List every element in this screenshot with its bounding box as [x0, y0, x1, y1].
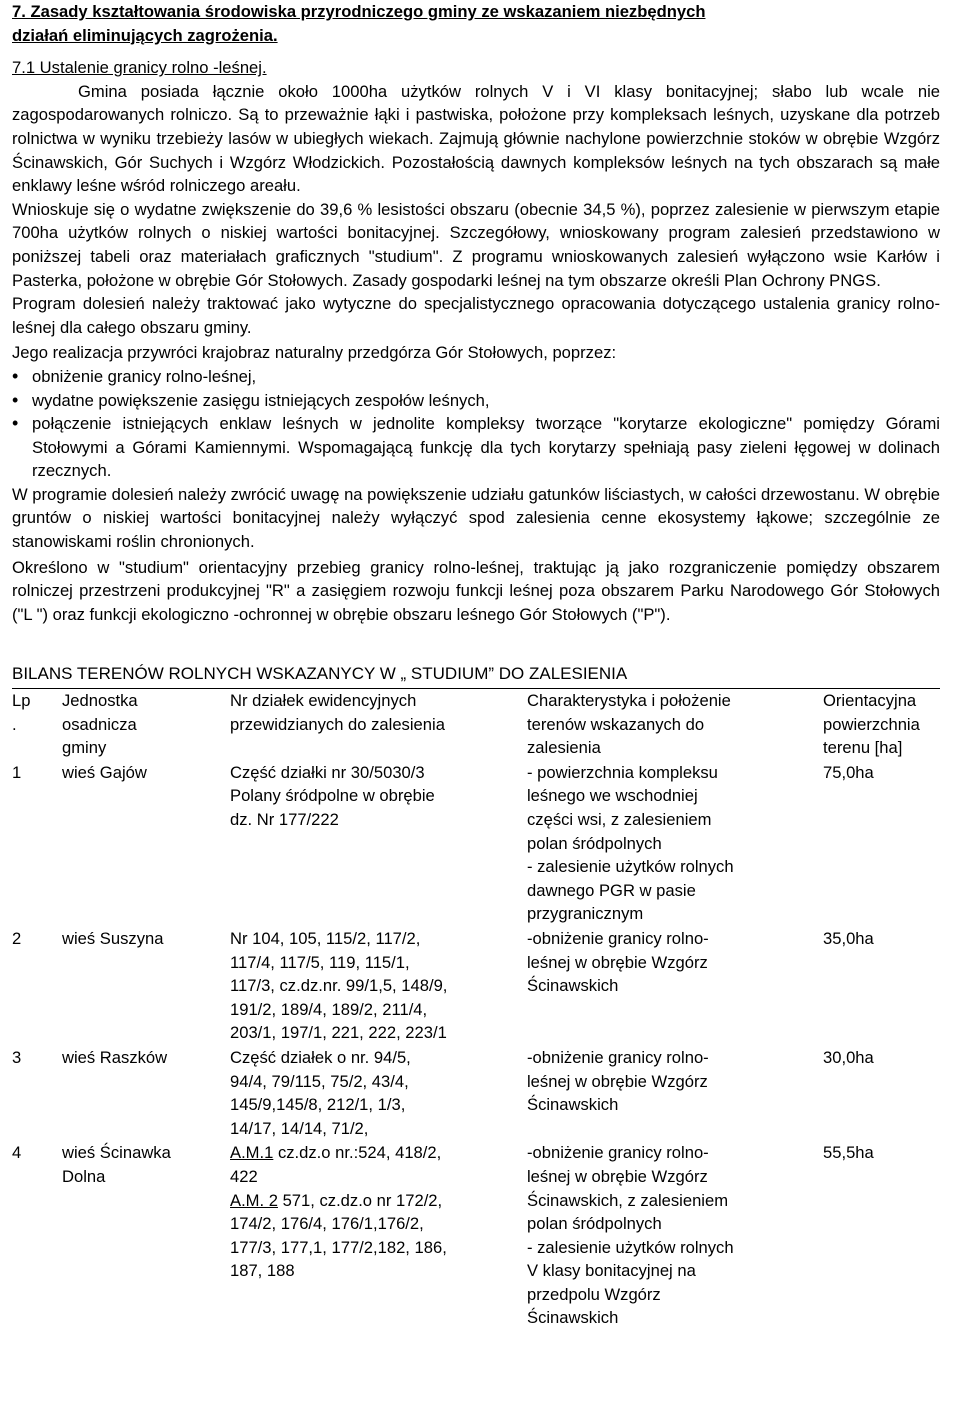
- header-nr: Nr działek ewidencyjnych przewidzianych do zalesienia: [230, 689, 527, 760]
- cell-jednostka: wieś Gajów: [62, 762, 147, 782]
- section-title: [12, 0, 940, 47]
- header-lp: Lp .: [12, 689, 62, 760]
- table-header-row: [12, 689, 940, 760]
- cell-lp: 4: [12, 1143, 22, 1163]
- document-page: [12, 0, 940, 1330]
- am2-label: A.M. 2: [230, 1190, 278, 1210]
- cell-lp: 2: [12, 928, 22, 948]
- section-subtitle: 7.1 Ustalenie granicy rolno -leśnej.: [12, 58, 267, 78]
- bullet-item: • połączenie istniejących enklaw leśnych w jednolite kompleksy tworzące "korytarze ekologiczne" pomiędzy Górami Stołowymi a Górami Kamiennymi. Wspomagającą funkcję dla tych korytarzy spełniają pasy zieleni łęgowej w dolinach rzecznych.: [12, 412, 940, 483]
- am1-label: A.M.1: [230, 1143, 274, 1163]
- cell-powierzchnia: 75,0ha: [823, 762, 874, 782]
- cell-nr: Nr 104, 105, 115/2, 117/2, 117/4, 117/5, 119, 115/1, 117/3, cz.dz.nr. 99/1,5, 148/9, 191/2, 189/4, 189/2, 211/4, 203/1, 197/1, 221, 222, 223/1: [230, 928, 448, 1043]
- paragraph-4: Jego realizacja przywróci krajobraz naturalny przedgórza Gór Stołowych, poprzez:: [12, 343, 617, 363]
- bilans-table: [12, 688, 940, 1330]
- header-jednostka: Jednostka osadnicza gminy: [62, 689, 230, 760]
- paragraph-3: Program dolesień należy traktować jako wytyczne do specjalistycznego opracowania dotyczącego ustalenia granicy rolno-leśnej dla całego obszaru gminy.: [12, 294, 940, 337]
- header-charakterystyka: Charakterystyka i położenie terenów wskazanych do zalesienia: [527, 689, 823, 760]
- bullet-item: • wydatne powiększenie zasięgu istniejących zespołów leśnych,: [12, 389, 940, 413]
- paragraph-5: W programie dolesień należy zwrócić uwagę na powiększenie udziału gatunków liściastych, w całości drzewostanu. W obrębie gruntów o niskiej wartości bonitacyjnej należy wyłączyć spod zalesienia cenne ekosystemy łąkowe; szczególnie ze stanowiskami roślin chronionych.: [12, 484, 940, 552]
- cell-lp: 3: [12, 1047, 22, 1067]
- cell-jednostka: wieś Suszyna: [62, 928, 164, 948]
- cell-charakterystyka: -obniżenie granicy rolno- leśnej w obrębie Wzgórz Ścinawskich: [527, 1047, 709, 1115]
- table-row: [12, 1045, 940, 1140]
- cell-lp: 1: [12, 762, 22, 782]
- am1-text: cz.dz.o nr.:524, 418/2, 422: [230, 1143, 442, 1186]
- paragraph-6: Określono w "studium" orientacyjny przebieg granicy rolno-leśnej, traktując ją jako rozgraniczenie pomiędzy obszarem rolniczej przestrzeni produkcyjnej "R" a zasięgiem rozwoju funkcji leśnej poza obszarem Parku Narodowego Gór Stołowych ("L ") oraz funkcji ekologiczno -ochronnej w obrębie obszaru leśnego Gór Stołowych ("P").: [12, 557, 940, 624]
- bullet-item: • obniżenie granicy rolno-leśnej,: [12, 365, 940, 389]
- section-title-line1: 7. Zasady kształtowania środowiska przyrodniczego gminy ze wskazaniem niezbędnych: [12, 2, 706, 21]
- cell-nr: Część działek o nr. 94/5, 94/4, 79/115, 75/2, 43/4, 145/9,145/8, 212/1, 1/3, 14/17, 14/14, 71/2,: [230, 1047, 411, 1138]
- header-powierzchnia: Orientacyjna powierzchnia terenu [ha]: [823, 689, 940, 760]
- cell-charakterystyka: -obniżenie granicy rolno- leśnej w obrębie Wzgórz Ścinawskich, z zalesieniem polan śródpolnych - zalesienie użytków rolnych V klasy bonitacyjnej na przedpolu Wzgórz Ścinawskich: [527, 1143, 734, 1328]
- cell-charakterystyka: - powierzchnia kompleksu leśnego we wschodniej części wsi, z zalesieniem polan śródpolnych - zalesienie użytków rolnych dawnego PGR w pasie przygranicznym: [527, 762, 734, 924]
- paragraph-2: Wnioskuje się o wydatne zwiększenie do 39,6 % lesistości obszaru (obecnie 34,5 %), poprzez zalesienie w pierwszym etapie 700ha użytków rolnych o niskiej wartości bonitacyjnej. Szczegółowy, wnioskowany program zalesień przedstawiono w poniższej tabeli oraz materiałach graficznych "studium". Z programu wnioskowanych zalesień wyłączono wsie Karłów i Pasterka, położone w obrębie Gór Stołowych. Zasady gospodarki leśnej na tym obszarze określi Plan Ochrony PNGS.: [12, 199, 940, 290]
- am2-text: 571, cz.dz.o nr 172/2, 174/2, 176/4, 176/1,176/2, 177/3, 177,1, 177/2,182, 186, 187, 188: [230, 1190, 447, 1281]
- cell-charakterystyka: -obniżenie granicy rolno- leśnej w obrębie Wzgórz Ścinawskich: [527, 928, 709, 996]
- cell-powierzchnia: 55,5ha: [823, 1143, 874, 1163]
- section-title-line2: działań eliminujących zagrożenia.: [12, 25, 278, 45]
- cell-jednostka: wieś Raszków: [62, 1047, 168, 1067]
- table-row: [12, 926, 940, 1045]
- bullet-list: [12, 365, 940, 483]
- cell-jednostka: wieś Ścinawka Dolna: [62, 1143, 171, 1186]
- cell-powierzchnia: 30,0ha: [823, 1047, 874, 1067]
- cell-nr: Część działki nr 30/5030/3 Polany śródpolne w obrębie dz. Nr 177/222: [230, 762, 435, 829]
- paragraph-1: Gmina posiada łącznie około 1000ha użytków rolnych V i VI klasy bonitacyjnej; słabo lub wcale nie zagospodarowanych rolniczo. Są to przeważnie łąki i pastwiska, położone przy kompleksach leśnych, uzyskane dla potrzeb rolnictwa w wyniku trzebieży lasów w ubiegłych wiekach. Zajmują głównie nachylone powierzchnie stoków w obrębie Wzgórz Ścinawskich, Gór Suchych i Wzgórz Włodzickich. Pozostałością dawnych kompleksów leśnych na tych obszarach są małe enklawy leśne wśród rolniczego areału.: [12, 81, 940, 196]
- table-row: [12, 1140, 940, 1330]
- table-title: BILANS TERENÓW ROLNYCH WSKAZANYCY W „ STUDIUM” DO ZALESIENIA: [12, 664, 628, 684]
- cell-powierzchnia: 35,0ha: [823, 928, 874, 948]
- table-row: [12, 760, 940, 926]
- cell-nr: [230, 1140, 527, 1330]
